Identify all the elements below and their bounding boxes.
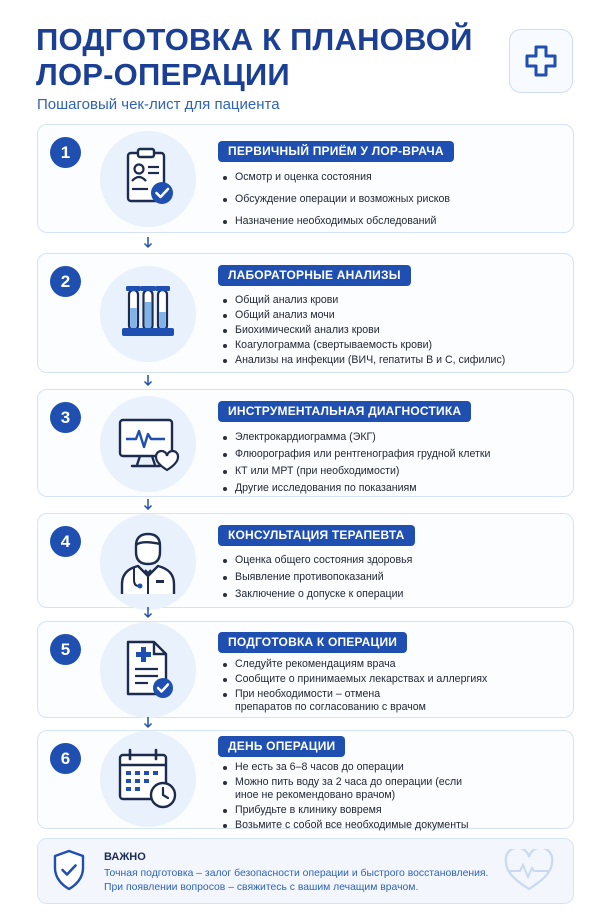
step-title-3: ИНСТРУМЕНТАЛЬНАЯ ДИАГНОСТИКА [218,401,471,422]
document-check-icon [114,636,182,704]
step-icon-circle-4 [100,514,196,610]
step-number-3: 3 [50,402,81,433]
page-title-line-1: ПОДГОТОВКА К ПЛАНОВОЙ [36,22,473,57]
step-title-2: ЛАБОРАТОРНЫЕ АНАЛИЗЫ [218,265,411,286]
step-icon-circle-3 [100,396,196,492]
page-title [36,22,506,92]
list-item: Другие исследования по показаниям [223,482,568,495]
step-title-6: ДЕНЬ ОПЕРАЦИИ [218,736,345,757]
step-title-5: ПОДГОТОВКА К ОПЕРАЦИИ [218,632,407,653]
step-items-4 [223,554,568,601]
list-item: Сообщите о принимаемых лекарствах и аллергиях [223,673,568,686]
arrow-down-icon [143,499,153,511]
step-number-2: 2 [50,266,81,297]
list-item: Заключение о допуске к операции [223,588,568,601]
doctor-icon [114,528,182,596]
list-item: Оценка общего состояния здоровья [223,554,568,567]
list-item: Можно пить воду за 2 часа до операции (если иное не рекомендовано врачом) [223,776,470,802]
list-item: Общий анализ мочи [223,309,568,322]
step-title-4: КОНСУЛЬТАЦИЯ ТЕРАПЕВТА [218,525,415,546]
step-title-1: ПЕРВИЧНЫЙ ПРИЁМ У ЛОР-ВРАЧА [218,141,454,162]
clipboard-check-icon [114,145,182,213]
step-number-5: 5 [50,634,81,665]
step-number-4: 4 [50,526,81,557]
list-item: При необходимости – отмена препаратов по согласованию с врачом [223,688,435,714]
step-card-2 [37,253,574,373]
list-item: Прибудьте в клинику вовремя [223,804,568,817]
step-items-6 [223,761,568,832]
page-subtitle: Пошаговый чек-лист для пациента [37,96,280,113]
step-card-1 [37,124,574,233]
list-item: Общий анализ крови [223,294,568,307]
list-item: Не есть за 6–8 часов до операции [223,761,568,774]
step-items-2 [223,294,568,367]
test-tubes-icon [114,280,182,348]
step-number-6: 6 [50,743,81,774]
step-card-6 [37,730,574,829]
heart-pulse-icon [503,849,555,893]
list-item: Возьмите с собой все необходимые документы [223,819,568,832]
list-item: Следуйте рекомендациям врача [223,658,568,671]
monitor-heartbeat-icon [114,410,182,478]
note-line-2: При появлении вопросов – свяжитесь с вашим лечащим врачом. [104,882,419,893]
arrow-down-icon [143,375,153,387]
step-icon-circle-6 [100,731,196,827]
arrow-down-icon [143,237,153,249]
step-items-3 [223,431,568,495]
note-line-1: Точная подготовка – залог безопасности операции и быстрого восстановления. [104,868,489,879]
list-item: Электрокардиограмма (ЭКГ) [223,431,568,444]
shield-check-icon [52,849,86,891]
list-item: Анализы на инфекции (ВИЧ, гепатиты B и C, сифилис) [223,354,568,367]
arrow-down-icon [143,717,153,729]
important-note [37,838,574,904]
medical-cross-icon [524,44,558,78]
list-item: КТ или МРТ (при необходимости) [223,465,568,478]
list-item: Биохимический анализ крови [223,324,568,337]
list-item: Флюорография или рентгенография грудной клетки [223,448,568,461]
medical-cross-badge [509,29,573,93]
calendar-clock-icon [114,745,182,813]
step-card-3 [37,389,574,497]
step-items-1 [223,171,568,228]
list-item: Коагулограмма (свертываемость крови) [223,339,568,352]
page-title-line-2: ЛОР-ОПЕРАЦИИ [36,57,290,92]
step-number-1: 1 [50,137,81,168]
list-item: Назначение необходимых обследований [223,215,568,228]
step-card-5 [37,621,574,718]
list-item: Обсуждение операции и возможных рисков [223,193,568,206]
note-title: ВАЖНО [104,851,146,863]
step-icon-circle-1 [100,131,196,227]
list-item: Выявление противопоказаний [223,571,568,584]
step-icon-circle-5 [100,622,196,718]
arrow-down-icon [143,607,153,619]
list-item: Осмотр и оценка состояния [223,171,568,184]
step-card-4 [37,513,574,608]
step-items-5 [223,658,568,714]
step-icon-circle-2 [100,266,196,362]
